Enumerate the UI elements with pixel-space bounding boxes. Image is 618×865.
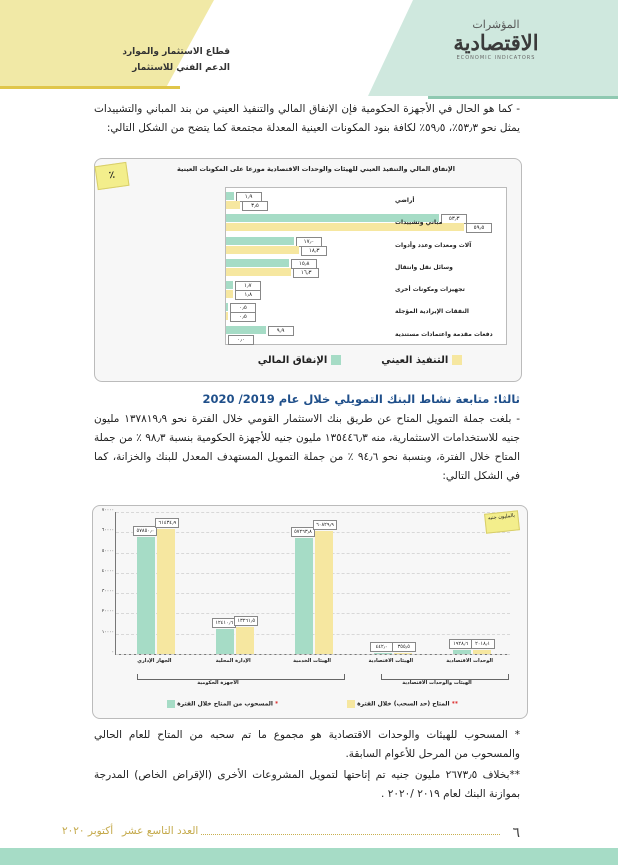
- chart2-gridline: [116, 512, 510, 513]
- chart2-category-label: الهيئات الاقتصادية: [368, 658, 414, 664]
- chart1-category-label: تجهيزات ومكونات أخرى: [395, 286, 465, 294]
- chart1-value-label: ٠٫٥: [230, 303, 256, 313]
- chart2-bar: [236, 627, 254, 654]
- chart1-category-label: آلات ومعدات وعدد وأدوات: [395, 241, 472, 249]
- chart2-y-tick: ٢٠٠٠٠: [101, 609, 114, 615]
- chart2-bar: [315, 531, 333, 654]
- chart2-plot-area: [101, 508, 510, 655]
- group-bracket-econ: [381, 674, 509, 680]
- chart1-value-label: ٩٫٩: [268, 326, 294, 336]
- legend-item-financial: [258, 355, 342, 375]
- chart2-value-label: ٦٠٨٢٩٫٩: [313, 520, 337, 530]
- publication-logo: [436, 18, 556, 61]
- chart1-value-label: ١٥٫٨: [291, 259, 317, 269]
- chart1-value-label: ١٫٨: [235, 290, 261, 300]
- chart1-bar: [226, 290, 233, 298]
- chart1-bar: [226, 246, 299, 254]
- chart1-category-label: وسائل نقل وانتقال: [395, 263, 453, 271]
- chart1-bar: [226, 201, 240, 209]
- page-footer: [60, 825, 520, 841]
- footer-band: [0, 848, 618, 865]
- logo-top-text: المؤشرات: [472, 18, 520, 31]
- chart2-y-tick: ٥٠٠٠٠: [101, 548, 114, 554]
- chart1-value-label: ٠٫٥: [230, 312, 256, 322]
- legend-star-double: **: [451, 700, 458, 708]
- chart1-category-label: أراضي: [395, 197, 415, 204]
- chart1-legend: [225, 355, 495, 375]
- chart2-legend-available: [343, 700, 458, 708]
- chart2-value-label: ٥٧٢٦٣٫٨: [291, 527, 315, 537]
- section-title: ثالثا: متابعة نشاط البنك التمويلي خلال عام 2019/ 2020: [202, 392, 520, 406]
- chart2-bar: [157, 529, 175, 654]
- chart1-value-label: ١٫٩: [236, 192, 262, 202]
- footer-issue: العدد التاسع عشر: [122, 825, 199, 837]
- chart1-bar: [226, 281, 233, 289]
- chart1-category-label: مباني وتشييدات: [395, 219, 443, 227]
- chart2-category-label: الوحدات الاقتصادية: [446, 658, 493, 664]
- header-left-rule: [0, 86, 180, 89]
- chart2-bar: [394, 653, 412, 654]
- header-line-1: قطاع الاستثمار والموارد: [122, 47, 230, 57]
- percent-badge: ٪: [94, 162, 129, 190]
- chart1-category-label: دفعات مقدمة واعتمادات مستندية: [395, 330, 493, 338]
- legend-label-financial: الإنفاق المالي: [257, 355, 328, 366]
- chart2-bar: [295, 538, 313, 654]
- chart2-value-label: ١٢٤١٠٫٦: [212, 618, 236, 628]
- header-right-rule: [428, 96, 618, 99]
- chart1-value-label: ١٨٫٣: [301, 246, 327, 256]
- unit-badge: بالمليون جنيه: [484, 510, 520, 533]
- legend-swatch-teal-2: [167, 700, 175, 708]
- chart2-value-label: ٣٥٥٫٥: [392, 642, 416, 652]
- group-bracket-gov: [137, 674, 345, 680]
- legend-swatch-teal: [331, 355, 341, 365]
- chart2-value-label: ١٣٢٦١٫٥: [234, 616, 258, 626]
- chart2-bar: [453, 650, 471, 654]
- chart1-value-label: ١٦٫٣: [293, 268, 319, 278]
- footnote-single-star: * المسحوب للهيئات والوحدات الاقتصادية هو مجموع ما تم سحبه من المتاح للعام الحالي والمسحوب من المرحل للأعوام السابقة.: [94, 729, 520, 760]
- chart1-value-label: ١٫٧: [235, 281, 261, 291]
- chart1-value-label: ٥٣٫٣: [441, 214, 467, 224]
- legend-label-physical: التنفيذ العيني: [381, 355, 449, 366]
- intro-paragraph: - كما هو الحال في الأجهزة الحكومية فإن الإنفاق المالي والتنفيذ العيني من بند المباني والتشييدات يمثل نحو ٥٣٫٣٪، ٥٩٫٥٪ لكافة بنود المكونات العينية المعدلة مجتمعة كما يتضح من الشكل التالي:: [94, 103, 520, 134]
- chart1-bar: [226, 192, 234, 200]
- chart2-value-label: ٢٠١٨٫١: [471, 639, 495, 649]
- chart2-bar: [216, 629, 234, 654]
- chart-component-spending: [94, 158, 522, 382]
- chart1-value-label: ١٧٫٠: [296, 237, 322, 247]
- financing-paragraph: - بلغت جملة التمويل المتاح عن طريق بنك الاستثمار القومي خلال الفترة نحو ١٣٧٨١٩٫٩ مليون جنيه للاستخدامات الاستثمارية، منه ١٣٥٤٤٦٫٣ مليون جنيه للأجهزة الحكومية بنسبة ٩٨٫٣ ٪ من جملة المتاح خلال الفترة، وبنسبة نحو ٩٤٫٦ ٪ من جملة التمويل المستهدف المعدل للبنك والخزانة، كما في الشكل التالي:: [94, 413, 520, 482]
- chart2-value-label: ٥٧٨٥٠٫٠: [133, 526, 157, 536]
- chart2-legend-drawn: [163, 700, 278, 708]
- chart1-title: الإنفاق المالي والتنفيذ العيني للهيئات والوحدات الاقتصادية موزعا على المكونات العينية: [177, 165, 455, 173]
- chart2-y-tick: ٧٠٠٠٠: [101, 508, 114, 513]
- header-department: [70, 44, 230, 76]
- group-label-gov: الأجهزة الحكومية: [197, 680, 239, 686]
- chart2-bar: [374, 653, 392, 654]
- legend-swatch-yellow-2: [347, 700, 355, 708]
- chart2-y-tick: ٠: [111, 650, 114, 655]
- chart2-category-label: الهيئات الخدمية: [293, 658, 331, 664]
- chart2-y-tick: ٦٠٠٠٠: [101, 528, 114, 534]
- chart-financing: [92, 505, 528, 719]
- chart1-value-label: ٣٫٥: [242, 201, 268, 211]
- chart2-category-label: الجهاز الإداري: [137, 658, 172, 664]
- footer-rule: [178, 834, 500, 835]
- logo-main-text: الاقتصادية: [453, 30, 539, 55]
- chart2-y-tick: ٤٠٠٠٠: [101, 568, 114, 574]
- chart1-value-label: ٥٩٫٥: [466, 223, 492, 233]
- chart2-gridline: [116, 654, 510, 655]
- chart1-category-label: النفقات الإيرادية المؤجلة: [395, 308, 469, 316]
- chart1-bar: [226, 259, 289, 267]
- chart2-value-label: ٦١٤٣٤٫٩: [155, 518, 179, 528]
- chart2-bar: [137, 537, 155, 654]
- legend-item-physical: [381, 355, 462, 375]
- header-line-2: الدعم الفني للاستثمار: [132, 63, 230, 73]
- chart2-value-label: ٤٤٢٫٠: [370, 642, 394, 652]
- footnote-double-star: **بخلاف ٢٦٧٣٫٥ مليون جنيه تم إتاحتها لتمويل المشروعات الأخرى (الإقراض الخاص) المدرجة بموازنة البنك لعام ٢٠١٩ /٢٠٢٠ .: [94, 769, 521, 800]
- chart1-bar: [226, 326, 266, 334]
- chart2-y-tick: ٣٠٠٠٠: [101, 589, 114, 595]
- chart2-bar: [473, 650, 491, 654]
- footer-date: أكتوبر ٢٠٢٠: [62, 825, 114, 837]
- legend-star-single: *: [275, 700, 279, 708]
- chart1-bar: [226, 303, 228, 311]
- group-label-econ: الهيئات والوحدات الاقتصادية: [402, 680, 472, 686]
- logo-english-text: ECONOMIC INDICATORS: [456, 55, 536, 61]
- legend-label-available: المتاح (حد السحب) خلال الفترة: [357, 700, 450, 708]
- chart1-bar: [226, 237, 294, 245]
- page-number: ٦: [512, 825, 520, 841]
- chart2-category-label: الإدارة المحلية: [215, 658, 251, 664]
- chart2-value-label: ١٩٢٨٫٦: [449, 639, 473, 649]
- legend-swatch-yellow: [452, 355, 462, 365]
- legend-label-drawn: المسحوب من المتاح خلال الفترة: [177, 700, 273, 708]
- chart2-y-tick: ١٠٠٠٠: [101, 629, 114, 635]
- chart1-bar: [226, 312, 228, 320]
- chart1-value-label: ٠٫٠: [228, 335, 254, 345]
- chart1-bar: [226, 268, 291, 276]
